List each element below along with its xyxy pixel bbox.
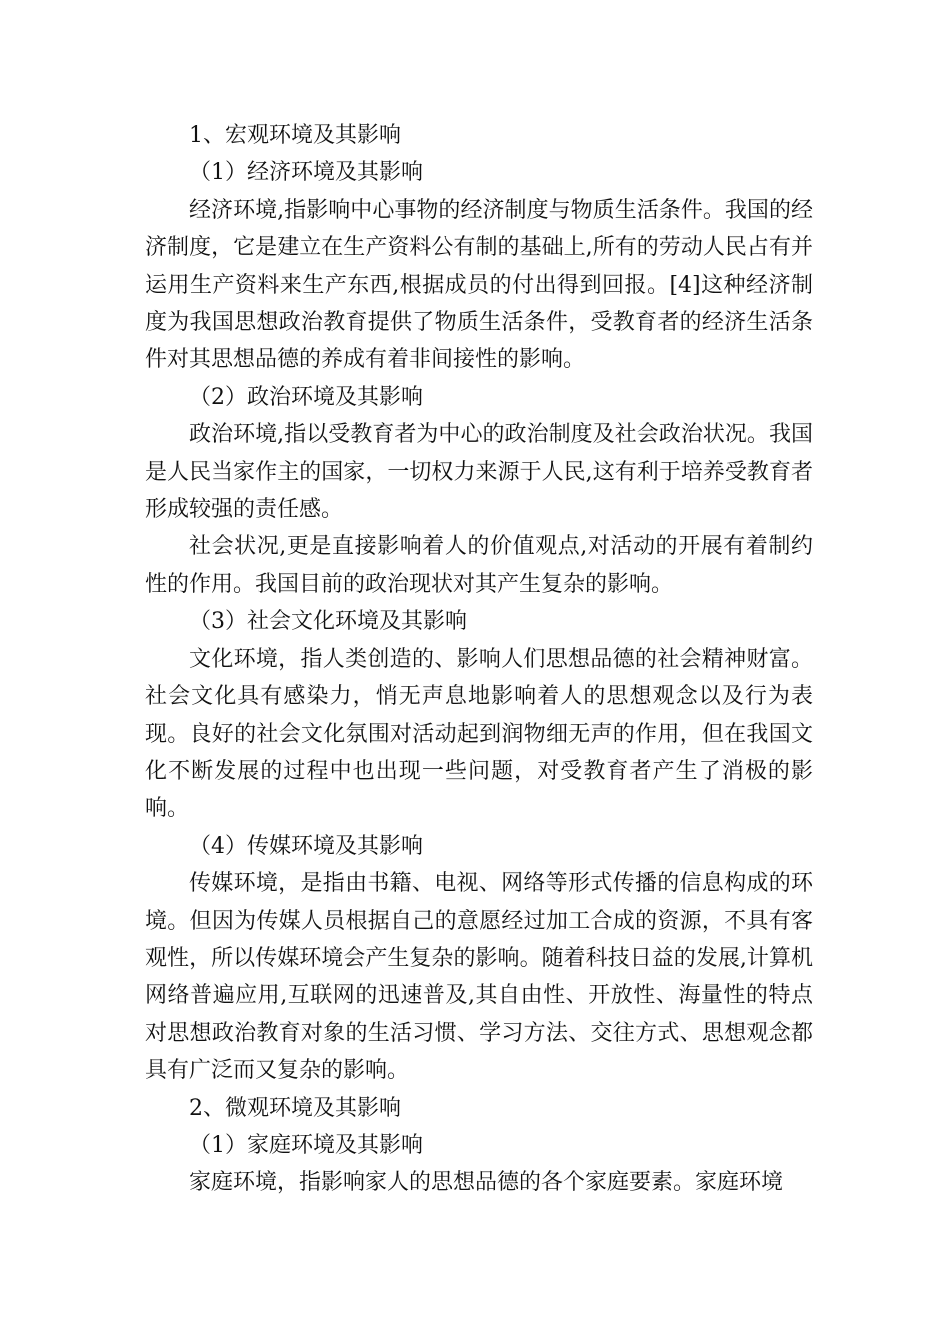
subsection-heading-political-environment: （2）政治环境及其影响 (189, 384, 423, 410)
subsection-heading-media-environment: （4）传媒环境及其影响 (189, 833, 423, 859)
section-heading-micro-environment: 2、微观环境及其影响 (189, 1095, 401, 1121)
document-body (145, 117, 813, 1202)
subsection-heading-cultural-environment: （3）社会文化环境及其影响 (189, 609, 467, 635)
paragraph-political-environment: 政治环境,指以受教育者为中心的政治制度及社会政治状况。我国是人民当家作主的国家，一切权力来源于人民,这有利于培养受教育者形成较强的责任感。 (145, 422, 813, 523)
paragraph-family-environment: 家庭环境，指影响家人的思想品德的各个家庭要素。家庭环境 (189, 1170, 784, 1196)
subsection-heading-economic-environment: （1）经济环境及其影响 (189, 160, 423, 186)
subsection-heading-family-environment: （1）家庭环境及其影响 (189, 1132, 423, 1158)
section-heading-macro-environment: 1、宏观环境及其影响 (189, 123, 401, 148)
paragraph-cultural-environment: 文化环境，指人类创造的、影响人们思想品德的社会精神财富。社会文化具有感染力，悄无声息地影响着人的思想观念以及行为表现。良好的社会文化氛围对活动起到润物细无声的作用，但在我国文化不断发展的过程中也出现一些问题，对受教育者产生了消极的影响。 (145, 646, 813, 822)
paragraph-economic-environment: 经济环境,指影响中心事物的经济制度与物质生活条件。我国的经济制度，它是建立在生产资料公有制的基础上,所有的劳动人民占有并运用生产资料来生产东西,根据成员的付出得到回报。[4]这种经济制度为我国思想政治教育提供了物质生活条件，受教育者的经济生活条件对其思想品德的养成有着非间接性的影响。 (145, 197, 813, 373)
paragraph-social-conditions: 社会状况,更是直接影响着人的价值观点,对活动的开展有着制约性的作用。我国目前的政治现状对其产生复杂的影响。 (145, 534, 813, 597)
paragraph-media-environment: 传媒环境，是指由书籍、电视、网络等形式传播的信息构成的环境。但因为传媒人员根据自己的意愿经过加工合成的资源，不具有客观性，所以传媒环境会产生复杂的影响。随着科技日益的发展,计算机网络普遍应用,互联网的迅速普及,其自由性、开放性、海量性的特点对思想政治教育对象的生活习惯、学习方法、交往方式、思想观念都具有广泛而又复杂的影响。 (145, 871, 813, 1084)
